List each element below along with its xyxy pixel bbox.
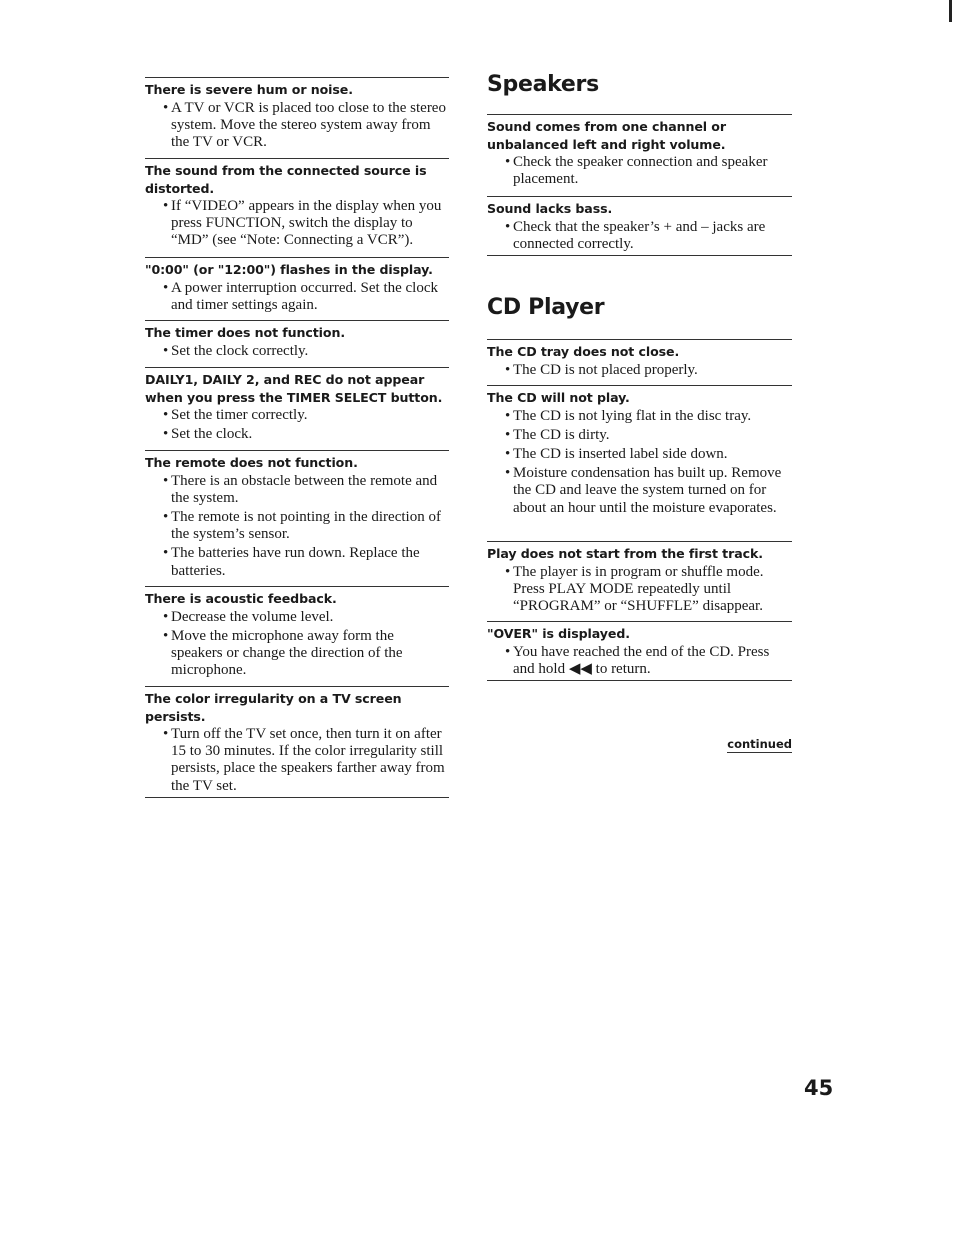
entry-bullet: • The remote is not pointing in the direction of the system’s sensor. xyxy=(145,509,449,543)
entry-bullet: • Turn off the TV set once, then turn it on after 15 to 30 minutes. If the color irregularity still persists, place the speakers farther away from the TV set. xyxy=(145,726,449,795)
entry-question: There is acoustic feedback. xyxy=(145,591,337,606)
section-title-cd-player: CD Player xyxy=(487,295,605,320)
entry-question: Sound lacks bass. xyxy=(487,201,613,216)
troubleshoot-entry-color xyxy=(145,686,449,798)
entry-bullet: • Decrease the volume level. xyxy=(145,609,449,626)
entry-bullet: • Set the clock. xyxy=(145,426,449,443)
entry-bullet: • Check that the speaker’s + and – jacks are connected correctly. xyxy=(487,219,792,253)
troubleshoot-entry-bass xyxy=(487,196,792,256)
entry-question: The timer does not function. xyxy=(145,325,346,340)
entry-question: The color irregularity on a TV screen persists. xyxy=(145,691,402,724)
entry-bullet: • Check the speaker connection and speaker placement. xyxy=(487,154,792,188)
section-title-speakers: Speakers xyxy=(487,72,599,97)
entry-bullet: • The player is in program or shuffle mode. Press PLAY MODE repeatedly until “PROGRAM” or “SHUFFLE” disappear. xyxy=(487,564,792,616)
entry-bullet: • A power interruption occurred. Set the clock and timer settings again. xyxy=(145,280,449,314)
troubleshoot-entry-hum xyxy=(145,77,449,153)
continued-label: continued xyxy=(727,737,792,751)
entry-bullet: • Set the timer correctly. xyxy=(145,407,449,424)
entry-question: DAILY1, DAILY 2, and REC do not appear when you press the TIMER SELECT button. xyxy=(145,372,443,405)
entry-bullet: • The CD is inserted label side down. xyxy=(487,446,792,463)
entry-bullet: • If “VIDEO” appears in the display when you press FUNCTION, switch the display to “MD” (see “Note: Connecting a VCR”). xyxy=(145,198,449,250)
entry-bullet: • Moisture condensation has built up. Remove the CD and leave the system turned on for about an hour until the moisture evaporates. xyxy=(487,465,792,517)
troubleshoot-entry-remote xyxy=(145,450,449,582)
entry-bullet: • You have reached the end of the CD. Press and hold ◀◀ to return. xyxy=(487,644,792,678)
entry-bullet: • A TV or VCR is placed too close to the stereo system. Move the stereo system away from the TV or VCR. xyxy=(145,100,449,152)
page-edge-mark xyxy=(949,0,952,22)
entry-question: There is severe hum or noise. xyxy=(145,82,353,97)
entry-bullet: • The CD is not placed properly. xyxy=(487,362,792,379)
troubleshoot-entry-tray xyxy=(487,339,792,381)
troubleshoot-entry-one-channel xyxy=(487,114,792,190)
entry-bullet: • Set the clock correctly. xyxy=(145,343,449,360)
troubleshoot-entry-timer xyxy=(145,320,449,362)
entry-question: Sound comes from one channel or unbalanced left and right volume. xyxy=(487,119,726,152)
entry-bullet: • The CD is dirty. xyxy=(487,427,792,444)
entry-question: "OVER" is displayed. xyxy=(487,626,630,641)
troubleshoot-entry-will-not-play xyxy=(487,385,792,519)
troubleshoot-entry-daily xyxy=(145,367,449,445)
entry-bullet: • The batteries have run down. Replace the batteries. xyxy=(145,545,449,579)
troubleshoot-entry-first-track xyxy=(487,541,792,617)
entry-question: "0:00" (or "12:00") flashes in the display. xyxy=(145,262,433,277)
entry-question: Play does not start from the first track. xyxy=(487,546,763,561)
entry-question: The CD will not play. xyxy=(487,390,630,405)
entry-bullet: • Move the microphone away form the speakers or change the direction of the microphone. xyxy=(145,628,449,680)
troubleshoot-entry-flashes xyxy=(145,257,449,316)
troubleshoot-entry-feedback xyxy=(145,586,449,681)
troubleshoot-entry-distorted xyxy=(145,158,449,252)
entry-question: The sound from the connected source is distorted. xyxy=(145,163,427,196)
page-number: 45 xyxy=(804,1076,834,1100)
entry-bullet: • The CD is not lying flat in the disc tray. xyxy=(487,408,792,425)
entry-question: The remote does not function. xyxy=(145,455,358,470)
troubleshoot-entry-over xyxy=(487,621,792,681)
entry-question: The CD tray does not close. xyxy=(487,344,680,359)
entry-bullet: • There is an obstacle between the remote and the system. xyxy=(145,473,449,507)
